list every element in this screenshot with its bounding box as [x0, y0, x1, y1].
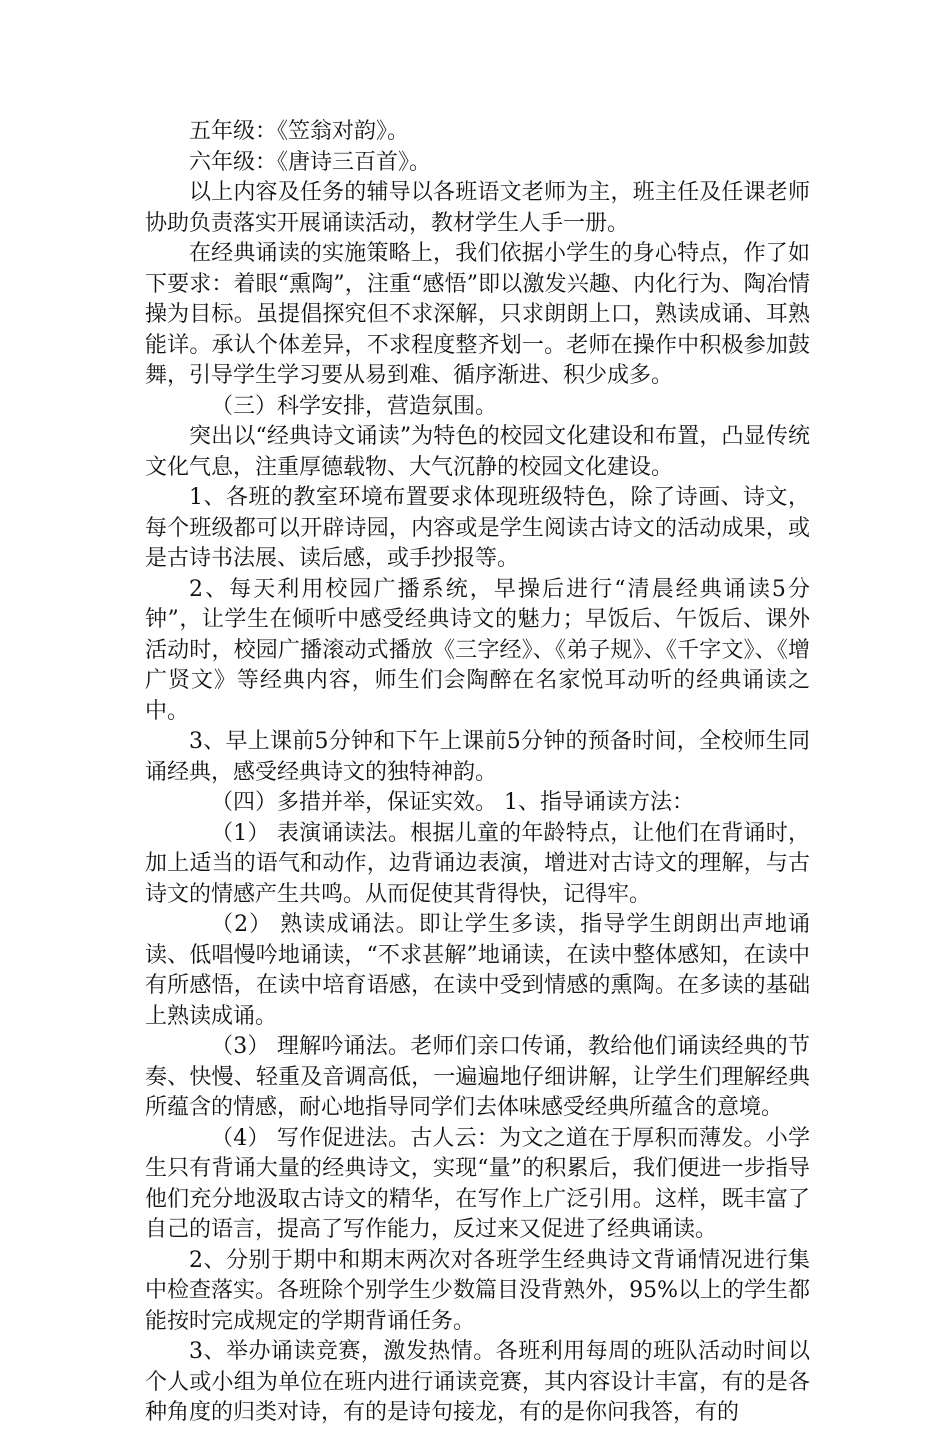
section-heading-4: （四）多措并举，保证实效。 1、指导诵读方法： — [211, 790, 694, 815]
paragraph-grade-6: 六年级：《唐诗三百首》。 — [189, 149, 432, 175]
document-body — [145, 117, 810, 1429]
paragraph-method-2: （2） 熟读成诵法。即让学生多读，指导学生朗朗出声地诵读、低唱慢吟地诵读，“不求甚解”地诵读，在读中整体感知，在读中有所感悟，在读中培育语感，在读中受到情感的熏陶。在多读的基础上熟读成诵。 — [145, 912, 810, 1029]
paragraph-item-2: 2、每天利用校园广播系统，早操后进行“清晨经典诵读5分钟”，让学生在倾听中感受经典诗文的魅力；早饭后、午饭后、课外活动时，校园广播滚动式播放《三字经》、《弟子规》、《千字文》、《增广贤文》等经典内容，师生们会陶醉在名家悦耳动听的经典诵读之中。 — [145, 576, 810, 724]
paragraph-item-1: 1、各班的教室环境布置要求体现班级特色，除了诗画、诗文，每个班级都可以开辟诗园，内容或是学生阅读古诗文的活动成果，或是古诗书法展、读后感，或手抄报等。 — [145, 485, 810, 571]
paragraph-grade-5: 五年级：《笠翁对韵》。 — [189, 119, 410, 144]
paragraph-method-4: （4） 写作促进法。古人云：为文之道在于厚积而薄发。小学生只有背诵大量的经典诗文，实现“量”的积累后，我们便进一步指导他们充分地汲取古诗文的精华，在写作上广泛引用。这样，既丰富了自己的语言，提高了写作能力，反过来又促进了经典诵读。 — [145, 1125, 810, 1242]
section-heading-3: （三）科学安排，营造氛围。 — [211, 393, 498, 419]
paragraph-competition: 3、举办诵读竞赛，激发热情。各班利用每周的班队活动时间以个人或小组为单位在班内进行诵读竞赛，其内容设计丰富，有的是各种角度的归类对诗，有的是诗句接龙，有的是你问我答，有的 — [145, 1339, 810, 1425]
paragraph-responsibility: 以上内容及任务的辅导以各班语文老师为主，班主任及任课老师协助负责落实开展诵读活动，教材学生人手一册。 — [145, 180, 810, 236]
paragraph-item-3: 3、早上课前5分钟和下午上课前5分钟的预备时间，全校师生同诵经典，感受经典诗文的独特神韵。 — [145, 729, 810, 785]
paragraph-inspection: 2、分别于期中和期末两次对各班学生经典诗文背诵情况进行集中检查落实。各班除个别学生少数篇目没背熟外，95%以上的学生都能按时完成规定的学期背诵任务。 — [145, 1247, 810, 1334]
paragraph-campus-culture: 突出以“经典诗文诵读”为特色的校园文化建设和布置，凸显传统文化气息，注重厚德载物、大气沉静的校园文化建设。 — [145, 424, 810, 480]
paragraph-strategy: 在经典诵读的实施策略上，我们依据小学生的身心特点，作了如下要求：着眼“熏陶”，注重“感悟”即以激发兴趣、内化行为、陶冶情操为目标。虽提倡探究但不求深解，只求朗朗上口，熟读成诵、耳熟能详。承认个体差异，不求程度整齐划一。老师在操作中积极参加鼓舞，引导学生学习要从易到难、循序渐进、积少成多。 — [145, 241, 810, 388]
paragraph-method-1: （1） 表演诵读法。根据儿童的年龄特点，让他们在背诵时，加上适当的语气和动作，边背诵边表演，增进对古诗文的理解，与古诗文的情感产生共鸣。从而促使其背得快，记得牢。 — [145, 820, 810, 907]
paragraph-method-3: （3） 理解吟诵法。老师们亲口传诵，教给他们诵读经典的节奏、快慢、轻重及音调高低，一遍遍地仔细讲解，让学生们理解经典所蕴含的情感，耐心地指导同学们去体味感受经典所蕴含的意境。 — [145, 1034, 810, 1120]
